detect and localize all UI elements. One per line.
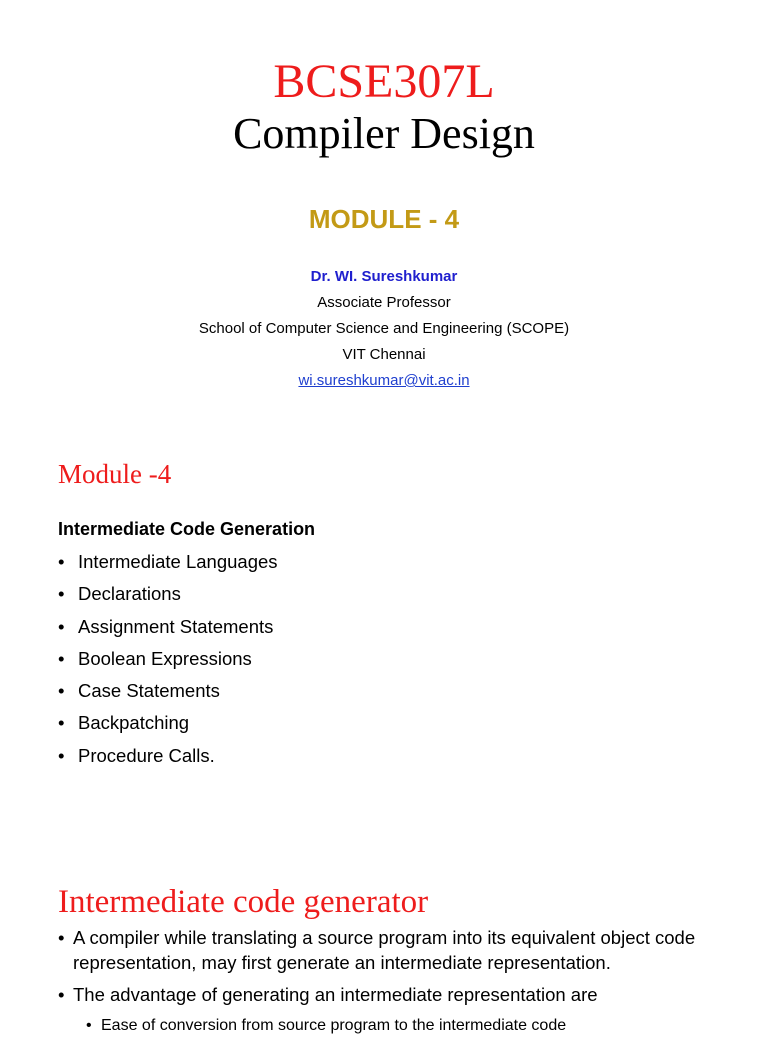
topic-item <box>58 643 278 675</box>
bullet-icon: • <box>58 615 65 637</box>
bullet-icon: • <box>58 680 65 702</box>
course-code: BCSE307L <box>273 55 495 108</box>
module-label: MODULE - 4 <box>308 204 460 234</box>
bullet-icon: • <box>58 583 65 605</box>
bullet-icon: • <box>58 744 65 766</box>
intermediate-code-slide <box>0 830 768 1034</box>
topic-item-text: Case Statements <box>78 680 220 702</box>
topic-item <box>58 611 278 643</box>
point-item-text: A compiler while translating a source program into its equivalent object code representation, may first generate an intermediate representation. <box>73 927 696 973</box>
topic-item-text: Procedure Calls. <box>78 744 215 766</box>
title-slide <box>0 0 768 430</box>
bullet-icon: • <box>58 984 65 1005</box>
subpoint-item <box>86 1016 738 1036</box>
bullet-icon: • <box>58 647 65 669</box>
author-designation: Associate Professor <box>317 294 451 311</box>
topic-subheading: Intermediate Code Generation <box>58 519 316 539</box>
point-item <box>58 926 738 975</box>
author-school: School of Computer Science and Engineering (SCOPE) <box>198 320 570 337</box>
module-topics-slide <box>0 430 768 830</box>
topic-item <box>58 578 278 610</box>
topic-item-text: Boolean Expressions <box>78 647 252 669</box>
course-name: Compiler Design <box>233 109 535 158</box>
topic-item-text: Declarations <box>78 583 181 605</box>
author-block <box>0 264 768 394</box>
topic-list <box>58 546 278 772</box>
point-list <box>58 926 738 1044</box>
subpoint-item-text: Ease of conversion from source program to the intermediate code <box>101 1016 567 1034</box>
bullet-icon: • <box>86 1016 92 1034</box>
bullet-icon: • <box>58 927 65 948</box>
topic-item-text: Intermediate Languages <box>78 551 278 572</box>
author-name: Dr. WI. Sureshkumar <box>310 268 458 285</box>
author-campus: VIT Chennai <box>342 346 426 363</box>
topic-item <box>58 707 278 739</box>
topic-item-text: Assignment Statements <box>78 615 274 637</box>
topic-item-text: Backpatching <box>78 712 190 734</box>
slide-heading: Intermediate code generator <box>58 884 429 920</box>
bullet-icon: • <box>58 712 65 734</box>
author-email-link[interactable]: wi.sureshkumar@vit.ac.in <box>298 372 470 389</box>
point-item-text: The advantage of generating an intermediate representation are <box>73 984 598 1005</box>
topic-item <box>58 675 278 707</box>
bullet-icon: • <box>58 551 65 572</box>
topic-item <box>58 546 278 578</box>
slide-heading: Module -4 <box>58 459 172 489</box>
topic-item <box>58 740 278 772</box>
point-item <box>58 983 738 1008</box>
